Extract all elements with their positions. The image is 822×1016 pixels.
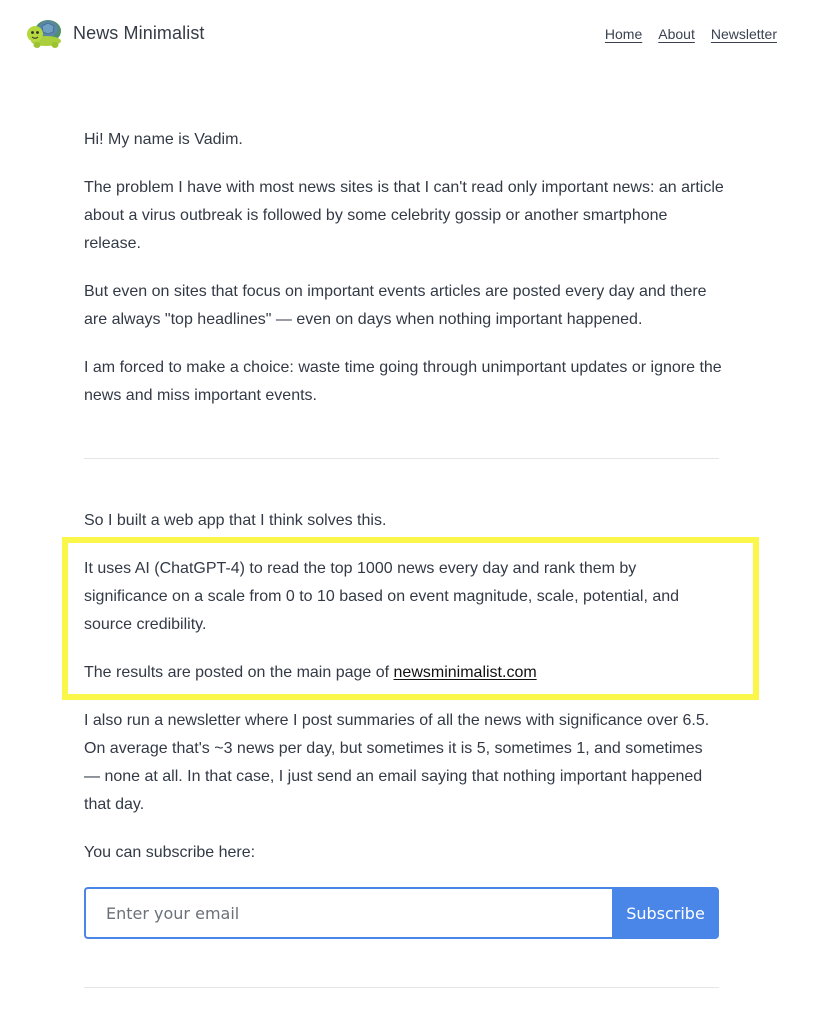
solution-intro-paragraph: So I built a web app that I think solves this. [84,512,387,529]
choice-paragraph: I am forced to make a choice: waste time going through unimportant updates or ignore the news and miss important events. [84,359,722,404]
ai-ranking-paragraph: It uses AI (ChatGPT-4) to read the top 1000 news every day and rank them by significance on a scale from 0 to 10 based on event magnitude, scale, potential, and source credibility. [84,560,680,633]
nav-about-link[interactable]: About [658,26,695,42]
email-input[interactable] [84,887,612,939]
footer-divider [84,987,719,988]
top-nav [589,26,777,42]
turtle-icon [26,16,64,50]
nav-home-link[interactable]: Home [604,26,643,42]
headlines-paragraph: But even on sites that focus on important events articles are posted every day and there are always "top headlines" — even on days when nothing important happened. [84,283,707,328]
greeting-text: Hi! My name is Vadim. [84,131,243,148]
section-divider [84,458,719,459]
nav-newsletter-link[interactable]: Newsletter [710,26,777,42]
site-header [0,0,822,70]
results-text: The results are posted on the main page of [84,664,394,681]
highlight-box [62,537,759,700]
subscribe-button[interactable]: Subscribe [612,887,719,939]
brand-link[interactable] [26,16,205,50]
brand-name: News Minimalist [73,22,205,43]
newsminimalist-link[interactable]: newsminimalist.com [393,664,537,681]
subscribe-form [84,887,719,939]
newsletter-paragraph: I also run a newsletter where I post summaries of all the news with significance over 6.5. On average that's ~3 news per day, but sometimes it is 5, sometimes 1, and sometimes — none at all. In that case, I just send an email saying that nothing important happened that day. [84,712,710,813]
problem-paragraph: The problem I have with most news sites is that I can't read only important news: an article about a virus outbreak is followed by some celebrity gossip or another smartphone release. [84,179,724,252]
subscribe-prompt: You can subscribe here: [84,844,256,861]
